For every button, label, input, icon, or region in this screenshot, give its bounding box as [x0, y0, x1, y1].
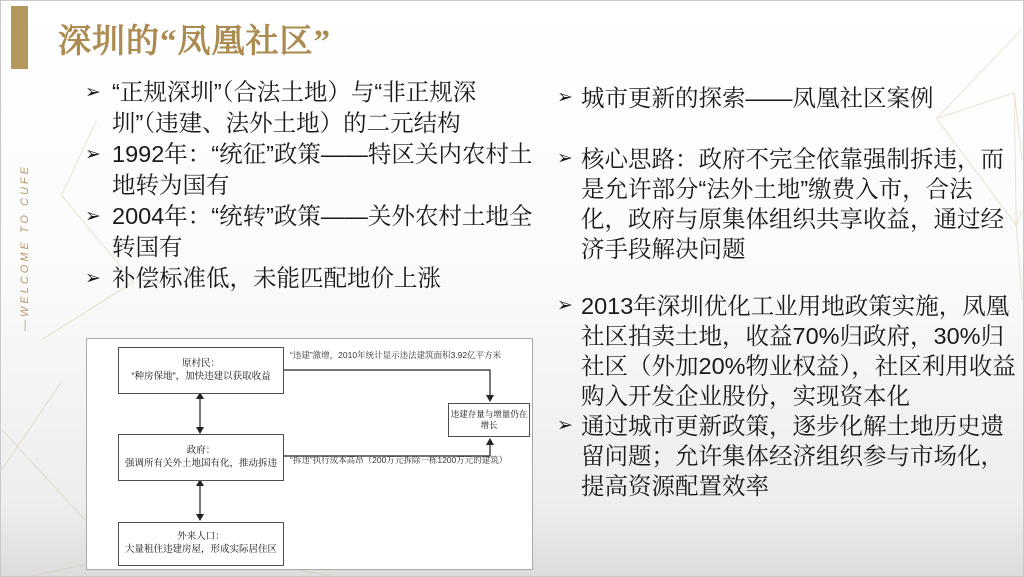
diagram-annotation-top: “违建”激增，2010年统计显示违法建筑面积3.92亿平方米: [290, 350, 502, 360]
bullet-arrow-icon: ➢: [557, 415, 573, 436]
bullet-text: 核心思路：政府不完全依靠强制拆违，而是允许部分“法外土地”缴费入市，合法化，政府与原集体组织共享收益，通过经济手段解决问题: [581, 146, 1004, 262]
diagram-box-growth: [448, 403, 530, 437]
title-accent-bar: [11, 6, 28, 69]
diagram-box-migrants: [118, 522, 284, 566]
bullet-item: [85, 139, 537, 201]
diagram-box-villagers: [118, 347, 284, 394]
bullet-arrow-icon: ➢: [557, 148, 573, 169]
bullet-arrow-icon: ➢: [557, 87, 573, 108]
bullet-text: 补偿标准低，未能匹配地价上涨: [112, 265, 441, 291]
bullet-arrow-icon: ➢: [557, 295, 573, 316]
bullet-arrow-icon: ➢: [85, 268, 101, 289]
box-title: 外来人口：: [177, 531, 225, 543]
bullet-text: 城市更新的探索——凤凰社区案例: [581, 85, 934, 111]
diagram-annotation-mid: “拆违”执行成本高昂（200万元拆除一栋1200万元的建筑）: [290, 455, 508, 465]
bullet-arrow-icon: ➢: [85, 144, 101, 165]
box-desc: 大量租住违建房屋，形成实际居住区: [124, 544, 277, 555]
bullet-text: 2004年：“统转”政策——关外农村土地全转国有: [112, 203, 533, 260]
left-bullet-column: [85, 77, 537, 294]
sidebar-watermark-text: —WELCOME TO CUFE: [19, 164, 31, 331]
bullet-arrow-icon: ➢: [85, 206, 101, 227]
bullet-item: [557, 83, 1017, 113]
bullet-text: 2013年深圳优化工业用地政策实施，凤凰社区拍卖土地，收益70%归政府，30%归社区（外加20%物业权益），社区利用收益购入开发企业股份，实现资本化: [581, 293, 1016, 409]
box-desc: 强调所有关外土地国有化，推动拆违: [124, 457, 277, 469]
bullet-item: [557, 144, 1017, 264]
bullet-text: “正规深圳”（合法土地）与“非正规深圳”（违建、法外土地）的二元结构: [112, 79, 477, 136]
box-title: 政府：: [186, 444, 216, 456]
box-title: 原村民：: [181, 357, 220, 369]
box-text: 违建存量与增量仍在增长: [450, 408, 528, 430]
bullet-text: 1992年：“统征”政策——特区关内农村土地转为国有: [112, 141, 533, 198]
bullet-item: [85, 263, 537, 294]
bullet-item: [557, 291, 1017, 411]
bullet-text: 通过城市更新政策，逐步化解土地历史遗留问题；允许集体经济组织参与市场化，提高资源配置效率: [581, 413, 1004, 499]
flow-diagram-panel: [86, 338, 533, 570]
page-title: 深圳的“凤凰社区”: [58, 24, 331, 60]
bullet-item: [85, 77, 537, 139]
bullet-arrow-icon: ➢: [85, 82, 101, 103]
diagram-box-government: [118, 434, 284, 481]
bullet-item: [557, 411, 1017, 501]
box-desc: “种房保地”，加快违建以获取收益: [131, 370, 271, 382]
bullet-item: [85, 201, 537, 263]
right-bullet-column: [557, 83, 1017, 501]
